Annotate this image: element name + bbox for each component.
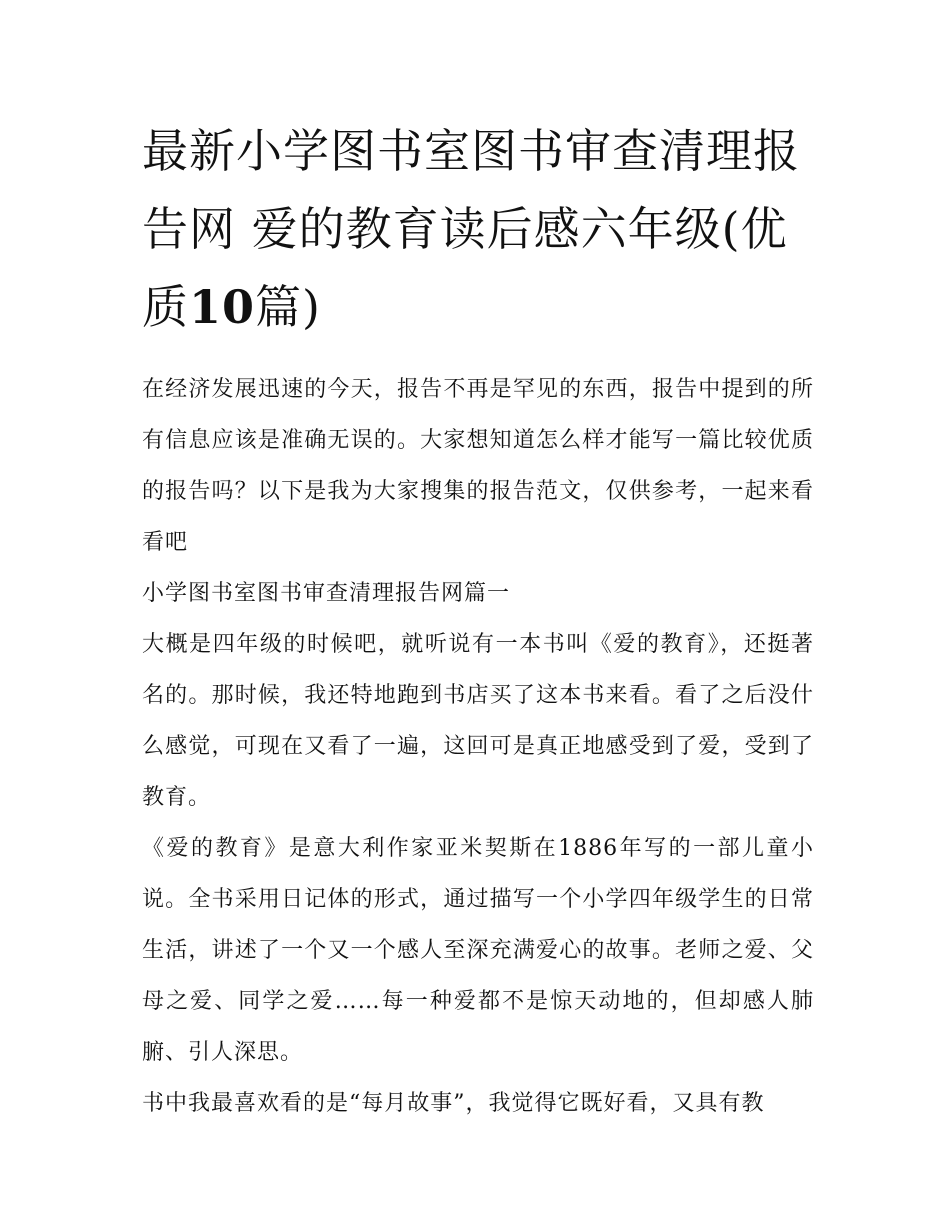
body-paragraph: 《爱的教育》是意大利作家亚米契斯在1886年写的一部儿童小说。全书采用日记体的形式，通过描写一个小学四年级学生的日常生活，讲述了一个又一个感人至深充满爱心的故事。老师之爱、父母之爱、同学之爱……每一种爱都不是惊天动地的，但却感人肺腑、引人深思。 — [142, 836, 814, 1065]
intro-paragraph: 在经济发展迅速的今天，报告不再是罕见的东西，报告中提到的所有信息应该是准确无误的。大家想知道怎么样才能写一篇比较优质的报告吗？以下是我为大家搜集的报告范文，仅供参考，一起来看看吧 — [142, 377, 814, 555]
section-heading: 小学图书室图书审查清理报告网篇一 — [142, 581, 511, 606]
title-text: 最新小学图书室图书审查清理报告网 爱的教育读后感六年级(优质 — [142, 124, 800, 334]
body-paragraph: 书中我最喜欢看的是“每月故事”，我觉得它既好看，又具有教 — [142, 1091, 765, 1116]
title-number: 10 — [189, 280, 256, 334]
document-page — [142, 112, 814, 1129]
title-suffix: 篇) — [255, 280, 321, 334]
document-body — [142, 364, 814, 1129]
document-title — [142, 112, 814, 346]
body-paragraph: 大概是四年级的时候吧，就听说有一本书叫《爱的教育》，还挺著名的。那时候，我还特地跑到书店买了这本书来看。看了之后没什么感觉，可现在又看了一遍，这回可是真正地感受到了爱，受到了教育。 — [142, 632, 814, 810]
